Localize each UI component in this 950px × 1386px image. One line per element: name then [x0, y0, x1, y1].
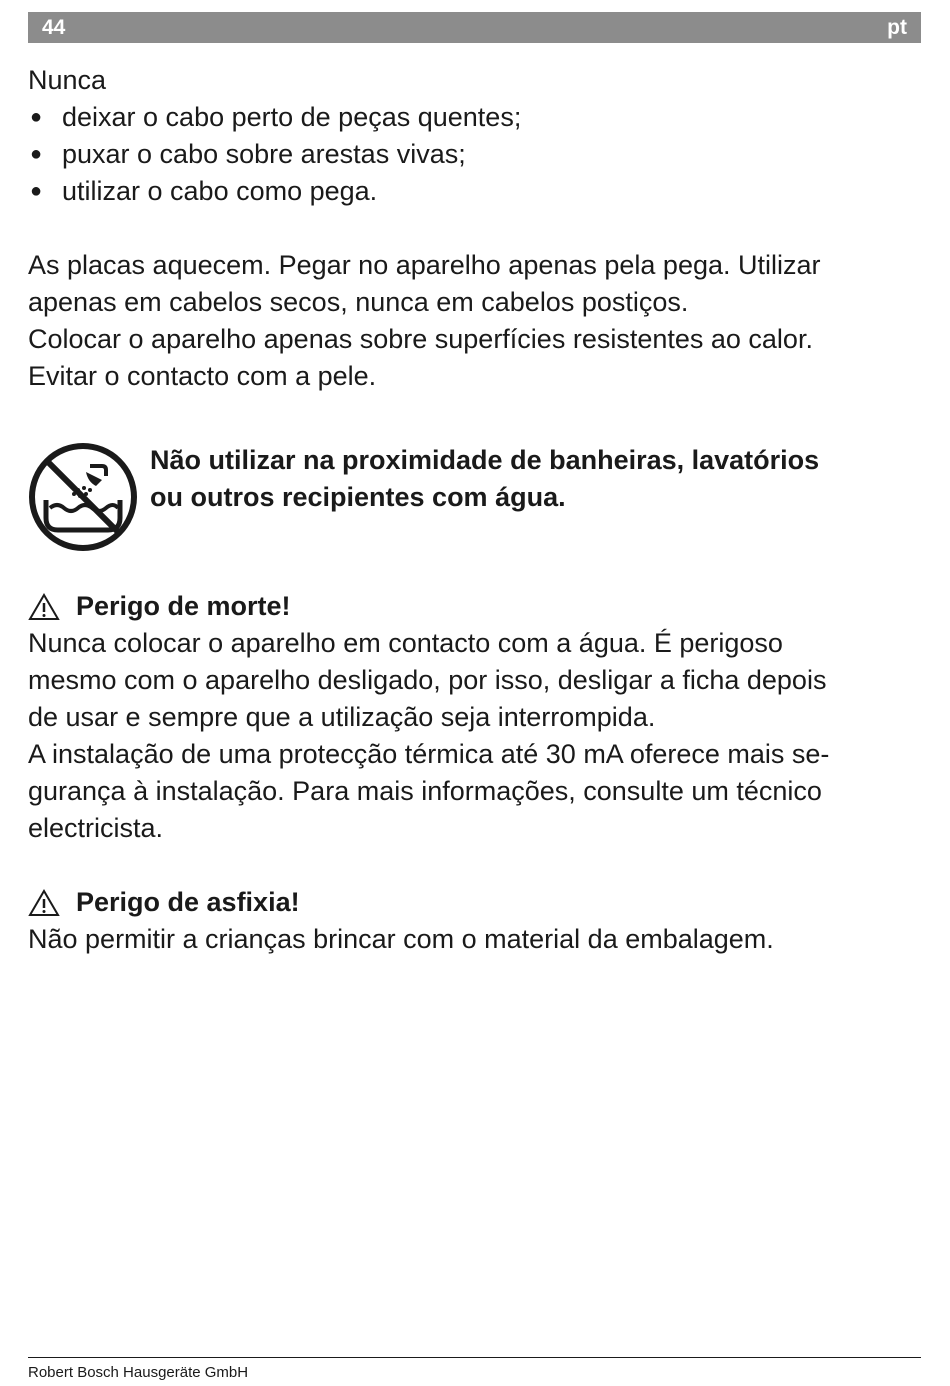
bullet-icon: ●	[30, 180, 43, 202]
danger-asphyxia-title: Perigo de asfixia!	[76, 887, 300, 917]
danger-asphyxia-heading	[28, 884, 921, 921]
no-bath-icon	[28, 442, 138, 552]
paragraph-line: As placas aquecem. Pegar no aparelho apenas pela pega. Utilizar	[28, 250, 821, 280]
paragraph-line: Colocar o aparelho apenas sobre superfícies resistentes ao calor.	[28, 324, 813, 354]
danger-death-title: Perigo de morte!	[76, 591, 291, 621]
list-item-text: deixar o cabo perto de peças quentes;	[62, 102, 522, 132]
bullet-icon: ●	[30, 106, 43, 128]
warning-triangle-icon	[28, 889, 60, 917]
heat-paragraph	[28, 247, 921, 395]
list-item	[28, 99, 921, 136]
danger-asphyxia-section	[28, 884, 921, 958]
cable-warnings-list	[28, 99, 921, 210]
paragraph-line: apenas em cabelos secos, nunca em cabelos postiços.	[28, 287, 689, 317]
paragraph-line: electricista.	[28, 813, 164, 843]
language-code: pt	[887, 16, 907, 39]
water-warning-text	[150, 442, 910, 516]
list-item	[28, 173, 921, 210]
paragraph-line: Evitar o contacto com a pele.	[28, 361, 377, 391]
main-content	[28, 62, 921, 958]
paragraph-line: mesmo com o aparelho desligado, por isso, desligar a ficha depois	[28, 665, 827, 695]
danger-death-heading	[28, 588, 921, 625]
list-item-text: puxar o cabo sobre arestas vivas;	[62, 139, 466, 169]
paragraph-line: Nunca colocar o aparelho em contacto com a água. É perigoso	[28, 628, 783, 658]
paragraph-line: de usar e sempre que a utilização seja interrompida.	[28, 702, 656, 732]
page-header	[28, 12, 921, 43]
paragraph-line: Não permitir a crianças brincar com o material da embalagem.	[28, 924, 774, 954]
footer-divider	[28, 1357, 921, 1358]
bullet-icon: ●	[30, 143, 43, 165]
spacer	[28, 847, 921, 884]
spacer	[28, 210, 921, 247]
warning-line: ou outros recipientes com água.	[150, 482, 566, 512]
cable-intro: Nunca	[28, 65, 107, 95]
warning-triangle-icon	[28, 593, 60, 621]
water-warning	[28, 442, 921, 562]
warning-line: Não utilizar na proximidade de banheiras, lavatórios	[150, 445, 820, 475]
danger-death-section	[28, 588, 921, 847]
footer-company: Robert Bosch Hausgeräte GmbH	[28, 1364, 249, 1381]
page-number: 44	[42, 16, 66, 39]
list-item	[28, 136, 921, 173]
spacer	[28, 562, 921, 588]
paragraph-line: gurança à instalação. Para mais informações, consulte um técnico	[28, 776, 822, 806]
spacer	[28, 395, 921, 432]
list-item-text: utilizar o cabo como pega.	[62, 176, 378, 206]
paragraph-line: A instalação de uma protecção térmica até 30 mA oferece mais se-	[28, 739, 830, 769]
